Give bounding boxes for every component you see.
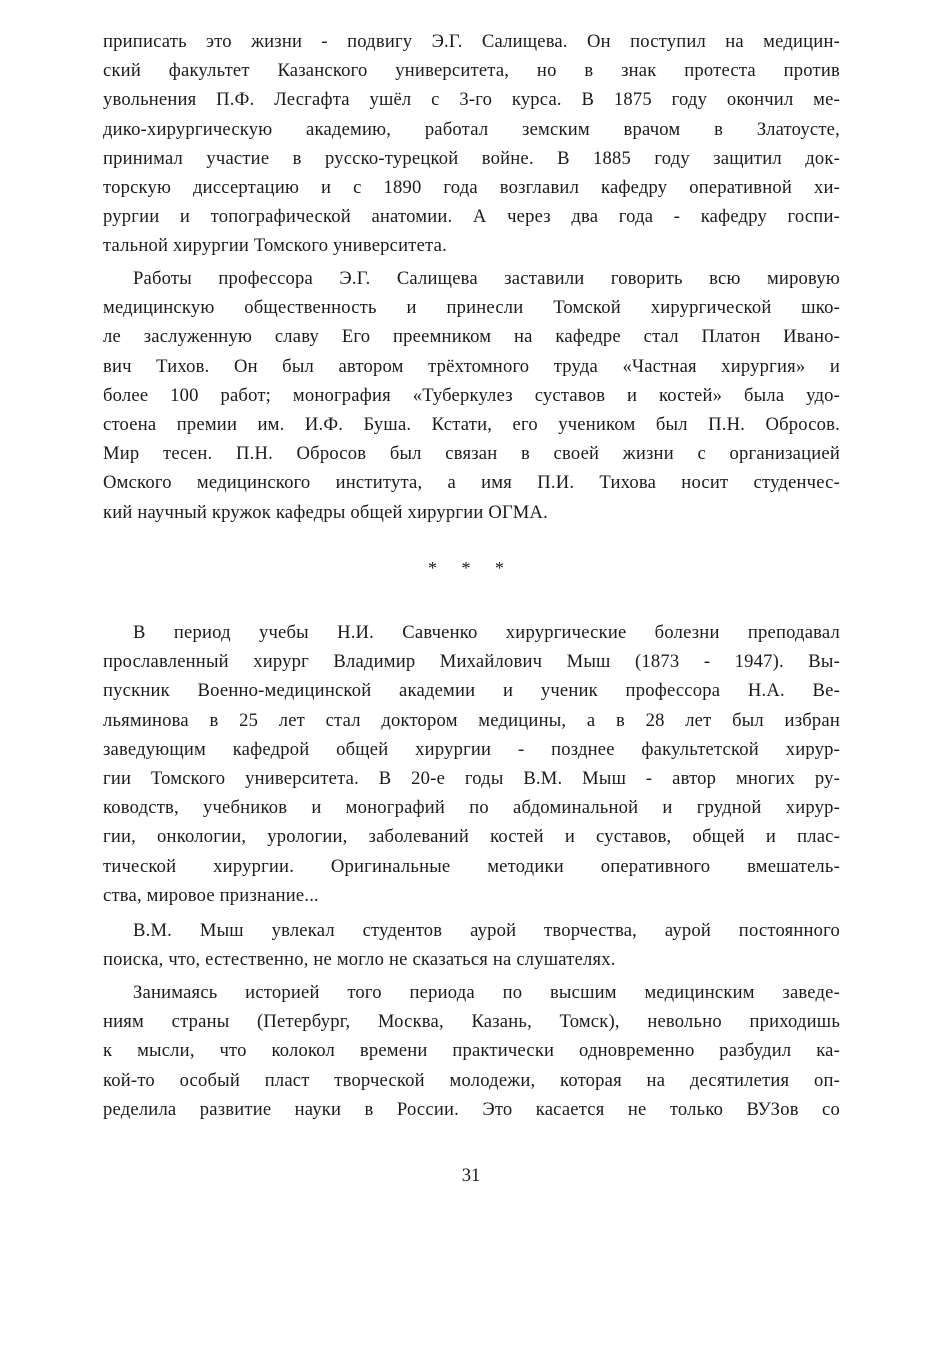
text-line: ководств, учебников и монографий по абдоминальной и грудной хирур- <box>103 797 840 819</box>
text-line: В.М. Мыш увлекал студентов аурой творчества, аурой постоянного <box>133 920 840 941</box>
text-line: Омского медицинского института, а имя П.И. Тихова носит студенчес- <box>103 472 840 494</box>
text-line: льяминова в 25 лет стал доктором медицины, а в 28 лет был избран <box>103 709 840 731</box>
page-number: 31 <box>461 1165 481 1186</box>
text-line: рургии и топографической анатомии. А через два года - кафедру госпи- <box>103 206 840 228</box>
paragraph-salishchev-bio <box>103 27 840 261</box>
text-line: ниям страны (Петербург, Москва, Казань, Томск), невольно приходишь <box>103 1011 840 1033</box>
section-separator: * * * <box>428 558 514 578</box>
text-line: прославленный хирург Владимир Михайлович Мыш (1873 - 1947). Вы- <box>103 651 840 673</box>
text-line: ределила развитие науки в России. Это касается не только ВУЗов со <box>103 1098 840 1120</box>
text-line: гии, онкологии, урологии, заболеваний костей и суставов, общей и плас- <box>103 826 840 848</box>
text-line: заведующим кафедрой общей хирургии - позднее факультетской хирур- <box>103 738 840 760</box>
text-line: ле заслуженную славу Его преемником на кафедре стал Платон Ивано- <box>103 326 840 348</box>
paragraph-mysh-bio <box>103 618 840 910</box>
text-line: увольнения П.Ф. Лесгафта ушёл с 3-го курса. В 1875 году окончил ме- <box>103 89 840 111</box>
text-line: тической хирургии. Оригинальные методики оперативного вмешатель- <box>103 855 840 877</box>
text-line: дико-хирургическую академию, работал земским врачом в Златоусте, <box>103 118 840 140</box>
text-line: медицинскую общественность и принесли Томской хирургической шко- <box>103 297 840 319</box>
paragraph-tomsk-school <box>103 264 840 527</box>
text-line: принимал участие в русско-турецкой войне. В 1885 году защитил док- <box>103 147 840 169</box>
paragraph-mysh-students <box>103 916 840 974</box>
text-line: В период учебы Н.И. Савченко хирургические болезни преподавал <box>133 622 840 643</box>
text-line: ства, мировое признание... <box>103 884 319 906</box>
text-line: тальной хирургии Томского университета. <box>103 235 447 257</box>
text-line: приписать это жизни - подвигу Э.Г. Салищева. Он поступил на медицин- <box>103 31 840 52</box>
text-line: более 100 работ; монография «Туберкулез суставов и костей» была удо- <box>103 384 840 406</box>
text-line: ский факультет Казанского университета, но в знак протеста против <box>103 60 840 82</box>
text-line: гии Томского университета. В 20-е годы В.М. Мыш - автор многих ру- <box>103 767 840 789</box>
text-line: пускник Военно-медицинской академии и ученик профессора Н.А. Ве- <box>103 680 840 702</box>
text-line: поиска, что, естественно, не могло не сказаться на слушателях. <box>103 949 616 971</box>
text-line: торскую диссертацию и с 1890 года возглавил кафедру оперативной хи- <box>103 176 840 198</box>
text-line: Мир тесен. П.Н. Обросов был связан в своей жизни с организацией <box>103 443 840 465</box>
text-line: Работы профессора Э.Г. Салищева заставили говорить всю мировую <box>133 268 840 289</box>
text-line: к мысли, что колокол времени практически одновременно разбудил ка- <box>103 1040 840 1062</box>
paragraph-history-period <box>103 978 840 1124</box>
text-line: кий научный кружок кафедры общей хирургии ОГМА. <box>103 501 548 523</box>
text-line: стоена премии им. И.Ф. Буша. Кстати, его учеником был П.Н. Обросов. <box>103 413 840 435</box>
text-line: вич Тихов. Он был автором трёхтомного труда «Частная хирургия» и <box>103 355 840 377</box>
text-line: Занимаясь историей того периода по высшим медицинским заведе- <box>133 982 840 1003</box>
text-line: кой-то особый пласт творческой молодежи, которая на десятилетия оп- <box>103 1069 840 1091</box>
